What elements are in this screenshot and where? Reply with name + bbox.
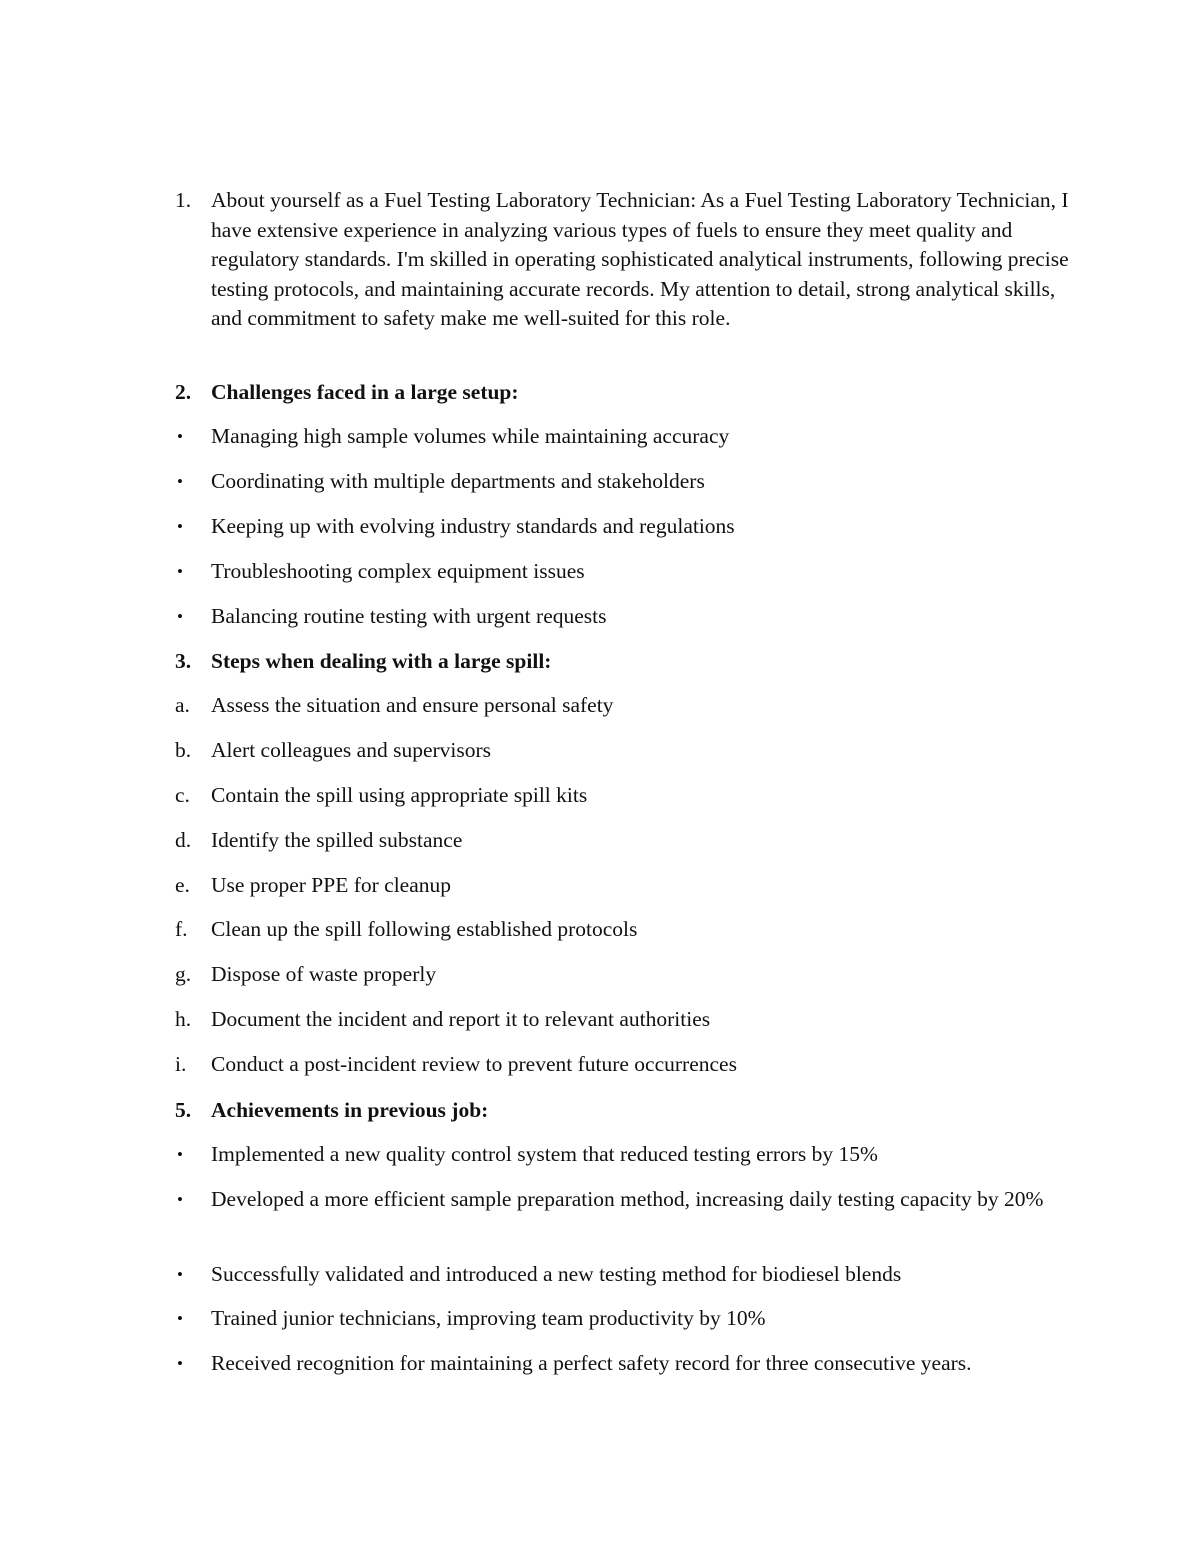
list-number: 3. bbox=[175, 649, 192, 673]
list-item-text: Troubleshooting complex equipment issues bbox=[211, 559, 585, 583]
bullet-icon: • bbox=[177, 472, 183, 491]
list-number: 5. bbox=[175, 1098, 192, 1122]
list-item-text: Successfully validated and introduced a new testing method for biodiesel blends bbox=[211, 1262, 902, 1286]
list-item-text: Keeping up with evolving industry standards and regulations bbox=[211, 514, 735, 538]
bullet-icon: • bbox=[177, 427, 183, 446]
list-number: 1. bbox=[175, 188, 192, 212]
list-item-text: Trained junior technicians, improving team productivity by 10% bbox=[211, 1306, 766, 1330]
list-item-text: Contain the spill using appropriate spill kits bbox=[211, 783, 588, 807]
section-heading: Challenges faced in a large setup: bbox=[211, 380, 519, 404]
bullet-icon: • bbox=[177, 1354, 183, 1373]
list-item-text: Received recognition for maintaining a perfect safety record for three consecutive years. bbox=[211, 1351, 972, 1375]
list-item-text: Managing high sample volumes while maintaining accuracy bbox=[211, 424, 730, 448]
list-letter: e. bbox=[175, 873, 190, 897]
bullet-icon: • bbox=[177, 607, 183, 626]
list-letter: i. bbox=[175, 1052, 187, 1076]
bullet-icon: • bbox=[177, 517, 183, 536]
list-letter: f. bbox=[175, 917, 188, 941]
list-item-text: Alert colleagues and supervisors bbox=[211, 738, 492, 762]
bullet-icon: • bbox=[177, 1265, 183, 1284]
list-letter: d. bbox=[175, 828, 192, 852]
section-heading: Steps when dealing with a large spill: bbox=[211, 649, 552, 673]
list-item-text: Coordinating with multiple departments and stakeholders bbox=[211, 469, 705, 493]
list-letter: h. bbox=[175, 1007, 192, 1031]
section-heading: Achievements in previous job: bbox=[211, 1098, 489, 1122]
bullet-icon: • bbox=[177, 562, 183, 581]
list-item-text: Assess the situation and ensure personal safety bbox=[211, 693, 614, 717]
list-item-text: Document the incident and report it to relevant authorities bbox=[211, 1007, 711, 1031]
list-number: 2. bbox=[175, 380, 192, 404]
list-letter: c. bbox=[175, 783, 190, 807]
bullet-icon: • bbox=[177, 1145, 183, 1164]
bullet-icon: • bbox=[177, 1309, 183, 1328]
list-item-text: Implemented a new quality control system that reduced testing errors by 15% bbox=[211, 1142, 878, 1166]
bullet-icon: • bbox=[177, 1190, 183, 1209]
list-letter: b. bbox=[175, 738, 192, 762]
list-item-text: Identify the spilled substance bbox=[211, 828, 463, 852]
list-item-text: Clean up the spill following established protocols bbox=[211, 917, 638, 941]
list-item-text: Dispose of waste properly bbox=[211, 962, 437, 986]
list-item-text: Developed a more efficient sample preparation method, increasing daily testing capacity by 20% bbox=[211, 1187, 1044, 1211]
list-letter: g. bbox=[175, 962, 192, 986]
list-letter: a. bbox=[175, 693, 190, 717]
list-item-text: Conduct a post-incident review to prevent future occurrences bbox=[211, 1052, 737, 1076]
list-item-text: Balancing routine testing with urgent requests bbox=[211, 604, 607, 628]
about-text: About yourself as a Fuel Testing Laboratory Technician: As a Fuel Testing Laboratory Technician, I have extensive experience in analyzing various types of fuels to ensure they meet quality and regulatory standards. I'm skilled in operating sophisticated analytical instruments, following precise testing protocols, and maintaining accurate records. My attention to detail, strong analytical skills, and commitment to safety make me well-suited for this role. bbox=[211, 188, 1069, 330]
list-item-text: Use proper PPE for cleanup bbox=[211, 873, 452, 897]
